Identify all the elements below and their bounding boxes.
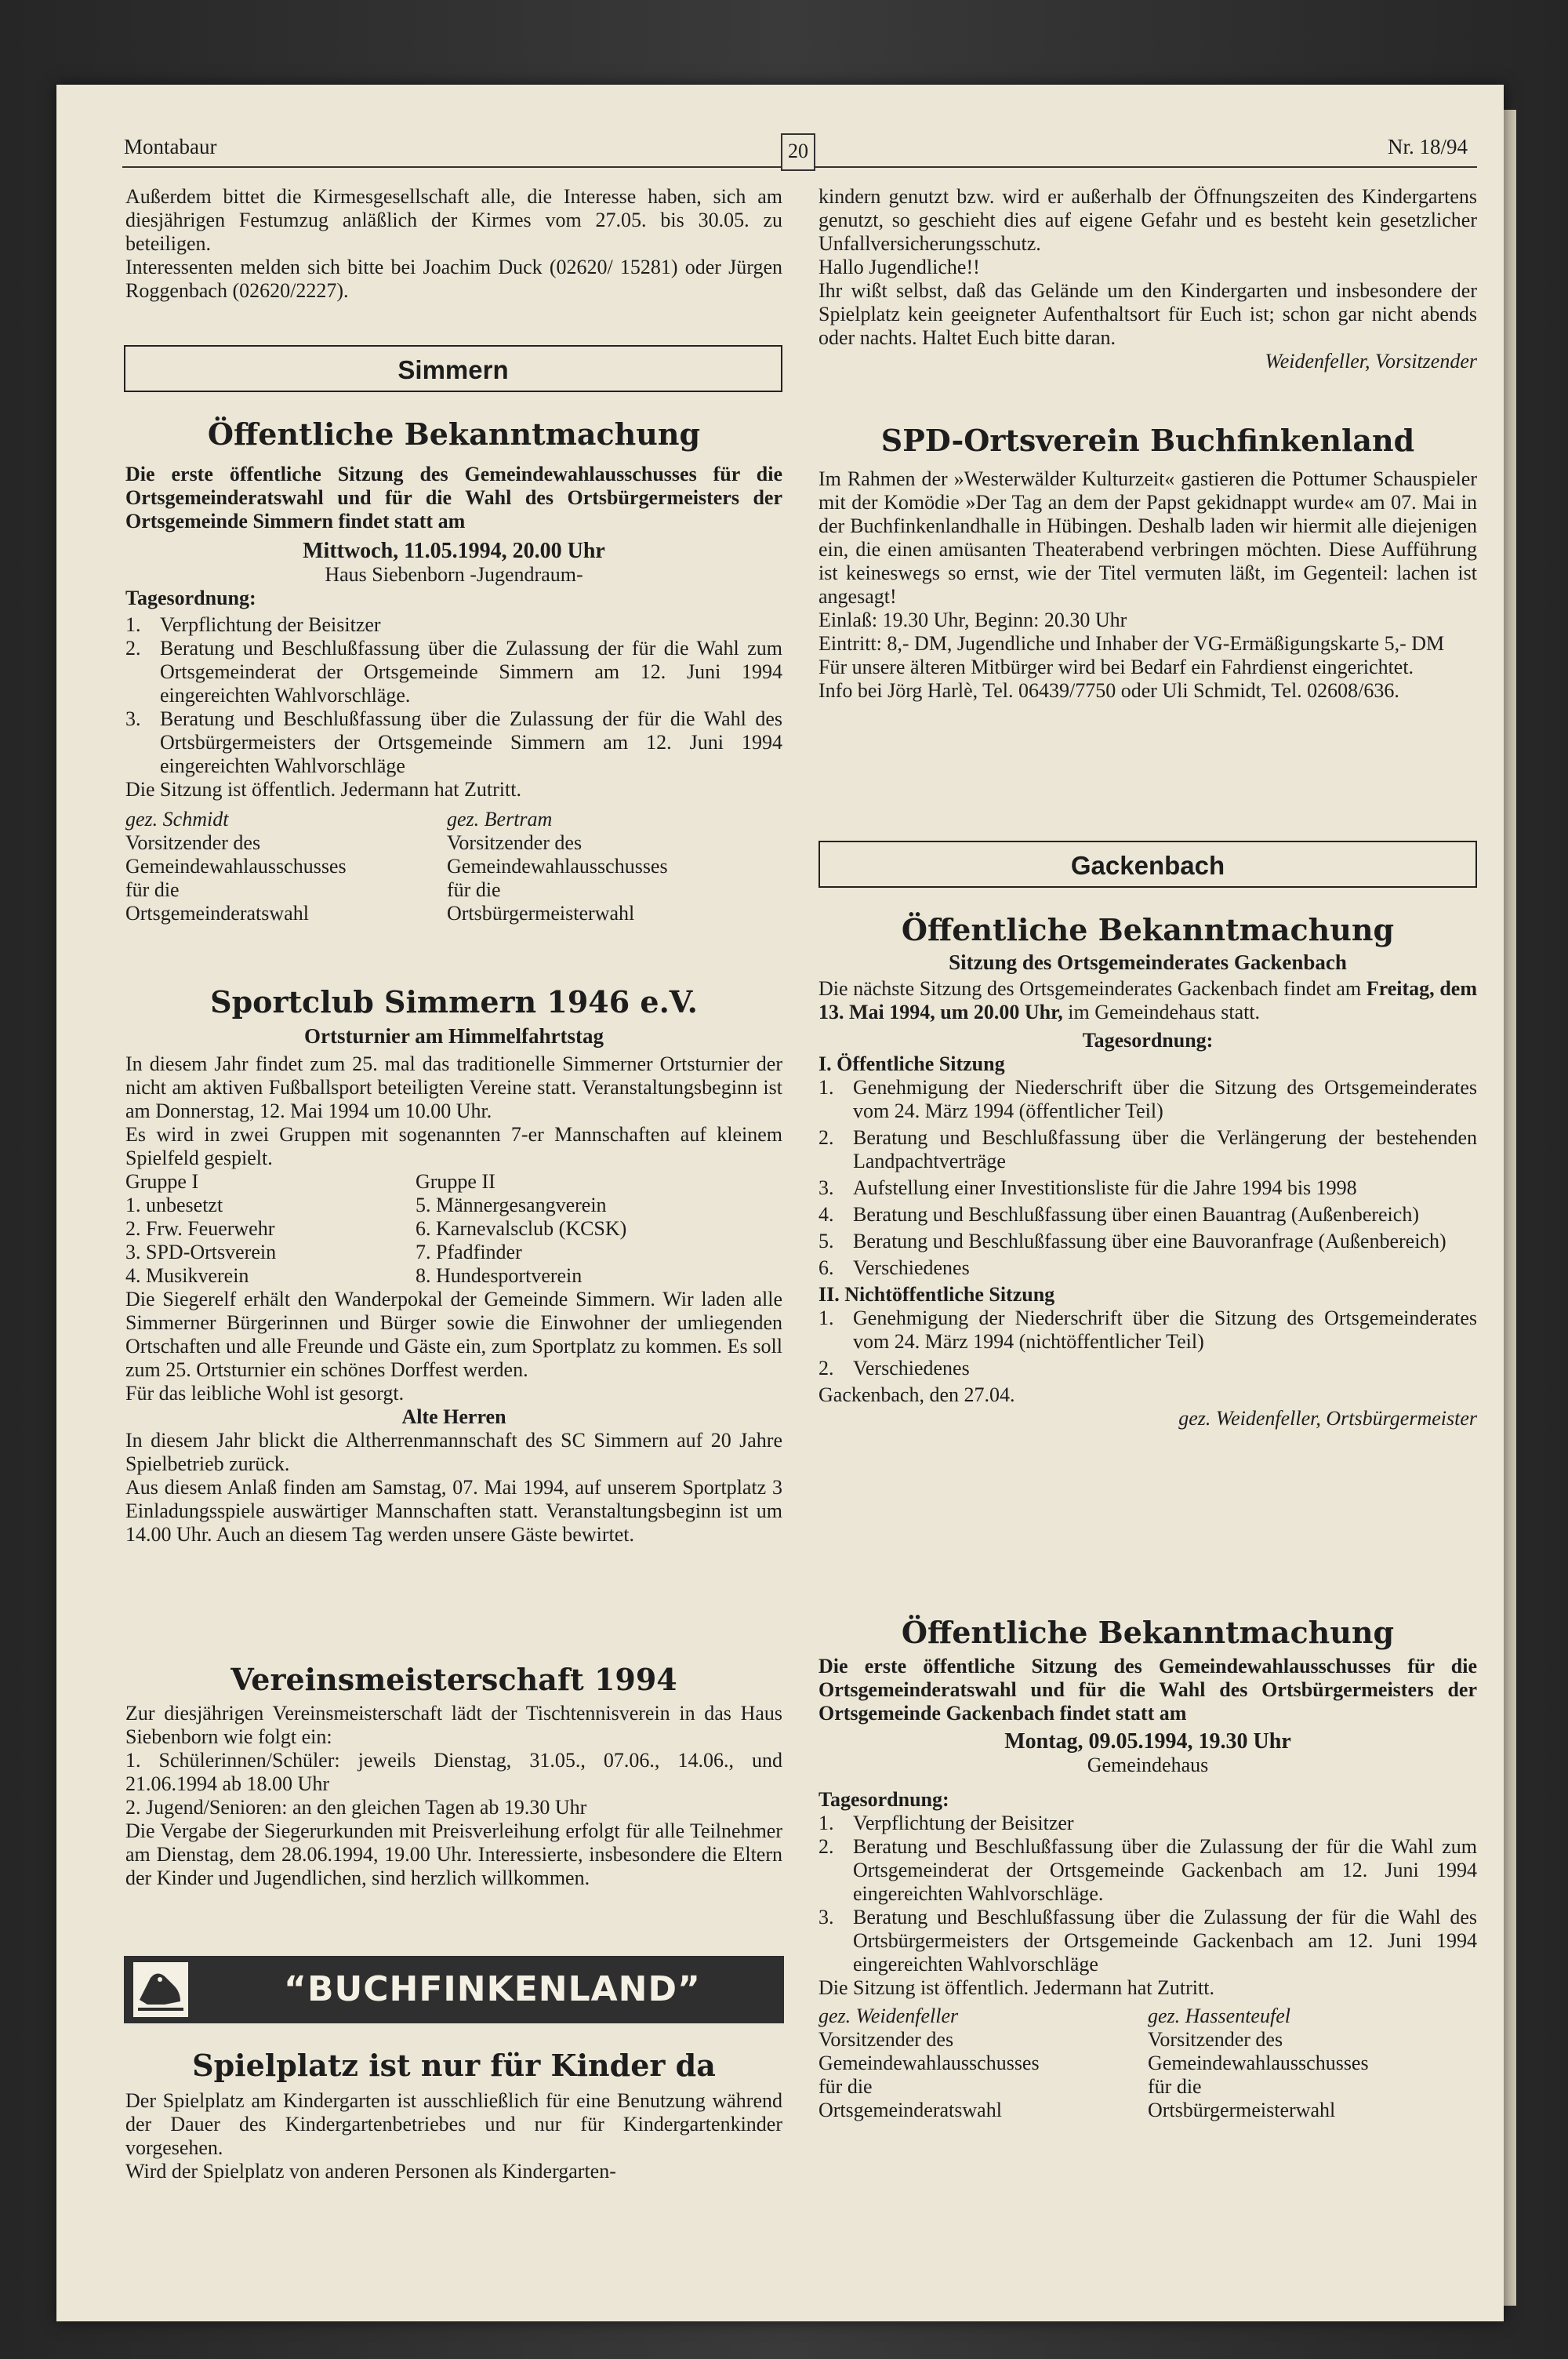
paragraph: In diesem Jahr findet zum 25. mal das traditionelle Simmerner Ortsturnier der nicht am aktiven Fußballsport beteiligten Vereine statt. Veranstaltungsbeginn ist am Donnerstag, 12. Mai 1994 um 10.00 Uhr. [125, 1052, 782, 1122]
date-line: Gackenbach, den 27.04. [818, 1383, 1015, 1406]
subheadline: Sitzung des Ortsgemeinderates Gackenbach [949, 951, 1347, 974]
bekanntmachung-gackenbach-sitzung [818, 913, 1477, 1430]
signature-block: gez. Schmidt Vorsitzender des Gemeindewahlausschusses für die Ortsgemeinderatswahl [125, 808, 347, 925]
agenda-heading: Tagesordnung: [818, 1788, 949, 1811]
agenda-item: 2. Beratung und Beschlußfassung über die Verlängerung der bestehenden Landpachtverträge [818, 1126, 1477, 1172]
signature-block: gez. Hassenteufel Vorsitzender des Gemeindewahlausschusses für die Ortsbürgermeisterwahl [1148, 2005, 1369, 2121]
kirmes-notice [125, 185, 782, 303]
headline: Sportclub Simmern 1946 e.V. [210, 984, 698, 1020]
page-edge [1504, 110, 1516, 2306]
group-one: Gruppe I 1. unbesetzt 2. Frw. Feuerwehr 3. SPD-Ortsverein 4. Musikverein [125, 1170, 277, 1287]
banner-title: “BUCHFINKENLAND” [284, 1969, 701, 2009]
meeting-place: Gemeindehaus [1087, 1754, 1209, 1776]
section-header-simmern: Simmern [124, 345, 782, 392]
agenda-item: 2. Beratung und Beschlußfassung über die Zulassung der für die Wahl zum Ortsgemeinderat der Ortsgemeinde Gackenbach am 12. Juni 1994 eingereichten Wahlvorschläge. [818, 1835, 1477, 1905]
agenda-item: 6. Verschiedenes [818, 1256, 970, 1279]
intro: Die erste öffentliche Sitzung des Gemeindewahlausschusses für die Ortsgemeinderatswahl und für die Wahl des Ortsbürgermeisters der Ortsgemeinde Gackenbach findet statt am [818, 1655, 1477, 1725]
agenda-list [818, 1076, 1477, 1280]
agenda-heading: Tagesordnung: [1082, 1029, 1214, 1052]
header-town: Montabaur [124, 135, 217, 158]
meeting-date: Montag, 09.05.1994, 19.30 Uhr [1004, 1729, 1291, 1754]
agenda-item: 1. Genehmigung der Niederschrift über die Sitzung des Ortsgemeinderates vom 24. März 1994 (nichtöffentlicher Teil) [818, 1307, 1477, 1353]
bekanntmachung-simmern [125, 417, 782, 925]
agenda-list [818, 1307, 1477, 1380]
team-groups [125, 1170, 706, 1288]
headline: Spielplatz ist nur für Kinder da [192, 2048, 716, 2083]
paragraph: Info bei Jörg Harlè, Tel. 06439/7750 oder Uli Schmidt, Tel. 02608/636. [818, 679, 1399, 702]
paragraph: Wird der Spielplatz von anderen Personen als Kindergarten- [125, 2160, 616, 2183]
paragraph: Aus diesem Anlaß finden am Samstag, 07. Mai 1994, auf unserem Sportplatz 3 Einladungsspiele auswärtiger Mannschaften statt. Veranstaltungsbeginn ist um 14.00 Uhr. Auch an diesem Tag werden unsere Gäste bewirtet. [125, 1476, 782, 1546]
agenda-list [125, 613, 782, 778]
agenda-item: 2. Verschiedenes [818, 1357, 970, 1379]
buchfinkenland-banner [124, 1956, 784, 2023]
signatures [818, 2005, 1477, 2122]
paragraph: Ihr wißt selbst, daß das Gelände um den Kindergarten und insbesondere der Spielplatz kein geeigneter Aufenthaltsort für Euch ist; schon gar nicht abends oder nachts. Haltet Euch bitte daran. [818, 279, 1477, 349]
subheadline: Alte Herren [401, 1405, 506, 1428]
public-note: Die Sitzung ist öffentlich. Jedermann hat Zutritt. [125, 778, 521, 801]
agenda-item: 4. Beratung und Beschlußfassung über einen Bauantrag (Außenbereich) [818, 1203, 1419, 1226]
page-number: 20 [781, 133, 815, 171]
signature: gez. Weidenfeller, Ortsbürgermeister [1178, 1407, 1477, 1430]
paragraph: Zur diesjährigen Vereinsmeisterschaft lädt der Tischtennisverein in das Haus Siebenborn wie folgt ein: [125, 1702, 782, 1748]
paragraph: In diesem Jahr blickt die Altherrenmannschaft des SC Simmern auf 20 Jahre Spielbetrieb zurück. [125, 1429, 782, 1475]
agenda-item: 1. Verpflichtung der Beisitzer [818, 1812, 1074, 1834]
sportclub-article [125, 985, 782, 1547]
agenda-item: 1. Verpflichtung der Beisitzer [125, 613, 381, 636]
signature-block: gez. Bertram Vorsitzender des Gemeindewahlausschusses für die Ortsbürgermeisterwahl [447, 808, 668, 925]
spielplatz-article [125, 2048, 782, 2183]
headline: Vereinsmeisterschaft 1994 [230, 1662, 677, 1697]
agenda-item: 3. Beratung und Beschlußfassung über die Zulassung der für die Wahl des Ortsbürgermeisters der Ortsgemeinde Simmern am 12. Juni 1994 eingereichten Wahlvorschläge [125, 707, 782, 777]
paragraph: 1. Schülerinnen/Schüler: jeweils Dienstag, 31.05., 07.06., 14.06., und 21.06.1994 ab 18.00 Uhr [125, 1749, 782, 1795]
paragraph: Im Rahmen der »Westerwälder Kulturzeit« gastieren die Pottumer Schauspieler mit der Komödie »Der Tag an dem der Papst gekidnappt wurde« am 07. Mai in der Buchfinkenlandhalle in Hübingen. Deshalb laden wir hiermit alle diejenigen ein, die einen amüsanten Theaterabend verbringen möchten. Diese Aufführung ist keineswegs so ernst, wie der Titel vermuten läßt, im Gegenteil: lachen ist angesagt! [818, 467, 1477, 608]
agenda-item: 3. Aufstellung einer Investitionsliste für die Jahre 1994 bis 1998 [818, 1176, 1357, 1199]
signatures [125, 808, 768, 925]
agenda-list [818, 1812, 1477, 1976]
intro: Die erste öffentliche Sitzung des Gemeindewahlausschusses für die Ortsgemeinderatswahl und für die Wahl des Ortsbürgermeisters der Ortsgemeinde Simmern findet statt am [125, 463, 782, 533]
section-label: II. Nichtöffentliche Sitzung [818, 1283, 1055, 1306]
vereinsmeisterschaft-article [125, 1663, 782, 1890]
paragraph: Der Spielplatz am Kindergarten ist ausschließlich für eine Benutzung während der Dauer des Kindergartenbetriebes und nur für Kindergartenkinder vorgesehen. [125, 2089, 782, 2159]
paragraph: Außerdem bittet die Kirmesgesellschaft alle, die Interesse haben, sich am diesjährigen Festumzug anläßlich der Kirmes vom 27.05. bis 30.05. zu beteiligen. [125, 185, 782, 255]
paragraph: 2. Jugend/Senioren: an den gleichen Tagen ab 19.30 Uhr [125, 1796, 587, 1819]
signature-block: gez. Weidenfeller Vorsitzender des Gemeindewahlausschusses für die Ortsgemeinderatswahl [818, 2005, 1040, 2121]
paragraph: Interessenten melden sich bitte bei Joachim Duck (02620/ 15281) oder Jürgen Roggenbach (02620/2227). [125, 256, 782, 302]
paragraph: Für unsere älteren Mitbürger wird bei Bedarf ein Fahrdienst eingerichtet. [818, 656, 1414, 678]
paragraph: kindern genutzt bzw. wird er außerhalb der Öffnungszeiten des Kindergartens genutzt, so geschieht dies auf eigene Gefahr und es besteht kein gesetzlicher Unfallversicherungsschutz. [818, 185, 1477, 255]
agenda-item: 2. Beratung und Beschlußfassung über die Zulassung der für die Wahl zum Ortsgemeinderat der Ortsgemeinde Simmern am 12. Juni 1994 eingereichten Wahlvorschläge. [125, 637, 782, 707]
paragraph: Einlaß: 19.30 Uhr, Beginn: 20.30 Uhr [818, 609, 1127, 631]
paragraph: Die Siegerelf erhält den Wanderpokal der Gemeinde Simmern. Wir laden alle Simmerner Bürgerinnen und Bürger sowie die Einwohner der umliegenden Ortschaften und alle Freunde und Gäste ein, zum Sportplatz zu kommen. Es soll zum 25. Ortsturnier ein schönes Dorffest werden. [125, 1288, 782, 1381]
bekanntmachung-gackenbach-wahl [818, 1616, 1477, 2122]
section-label: I. Öffentliche Sitzung [818, 1052, 1005, 1075]
paragraph: Eintritt: 8,- DM, Jugendliche und Inhaber der VG-Ermäßigungskarte 5,- DM [818, 632, 1445, 655]
headline: Öffentliche Bekanntmachung [901, 912, 1395, 947]
meeting-place: Haus Siebenborn -Jugendraum- [325, 563, 583, 586]
meeting-date: Mittwoch, 11.05.1994, 20.00 Uhr [303, 539, 605, 563]
paragraph: Es wird in zwei Gruppen mit sogenannten 7-er Mannschaften auf kleinem Spielfeld gespielt. [125, 1123, 782, 1169]
headline: Öffentliche Bekanntmachung [207, 416, 701, 452]
spielplatz-continued [818, 185, 1477, 373]
section-header-gackenbach: Gackenbach [818, 841, 1477, 888]
bird-logo-icon [133, 1962, 188, 2017]
agenda-item: 1. Genehmigung der Niederschrift über die Sitzung des Ortsgemeinderates vom 24. März 1994 (öffentlicher Teil) [818, 1076, 1477, 1122]
paragraph: Für das leibliche Wohl ist gesorgt. [125, 1382, 405, 1405]
headline: SPD-Ortsverein Buchfinkenland [880, 423, 1415, 458]
headline: Öffentliche Bekanntmachung [901, 1615, 1395, 1650]
signature: Weidenfeller, Vorsitzender [1265, 350, 1477, 373]
spd-article [818, 423, 1477, 703]
public-note: Die Sitzung ist öffentlich. Jedermann hat Zutritt. [818, 1976, 1214, 1999]
agenda-heading: Tagesordnung: [125, 587, 256, 609]
agenda-item: 3. Beratung und Beschlußfassung über die Zulassung der für die Wahl des Ortsbürgermeisters der Ortsgemeinde Gackenbach am 12. Juni 1994 eingereichten Wahlvorschläge [818, 1906, 1477, 1976]
paragraph: Hallo Jugendliche!! [818, 256, 980, 278]
paragraph: Die nächste Sitzung des Ortsgemeinderates Gackenbach findet am Freitag, dem 13. Mai 1994, um 20.00 Uhr, im Gemeindehaus statt. [818, 977, 1477, 1023]
paragraph: Die Vergabe der Siegerurkunden mit Preisverleihung erfolgt für alle Teilnehmer am Dienstag, dem 28.06.1994, 19.00 Uhr. Interessierte, insbesondere die Eltern der Kinder und Jugendlichen, sind herzlich willkommen. [125, 1819, 782, 1889]
subheadline: Ortsturnier am Himmelfahrtstag [304, 1024, 604, 1048]
group-two: Gruppe II 5. Männergesangverein 6. Karnevalsclub (KCSK) 7. Pfadfinder 8. Hundesportverein [416, 1170, 627, 1287]
agenda-item: 5. Beratung und Beschlußfassung über eine Bauvoranfrage (Außenbereich) [818, 1230, 1446, 1252]
issue-number: Nr. 18/94 [1388, 135, 1468, 158]
